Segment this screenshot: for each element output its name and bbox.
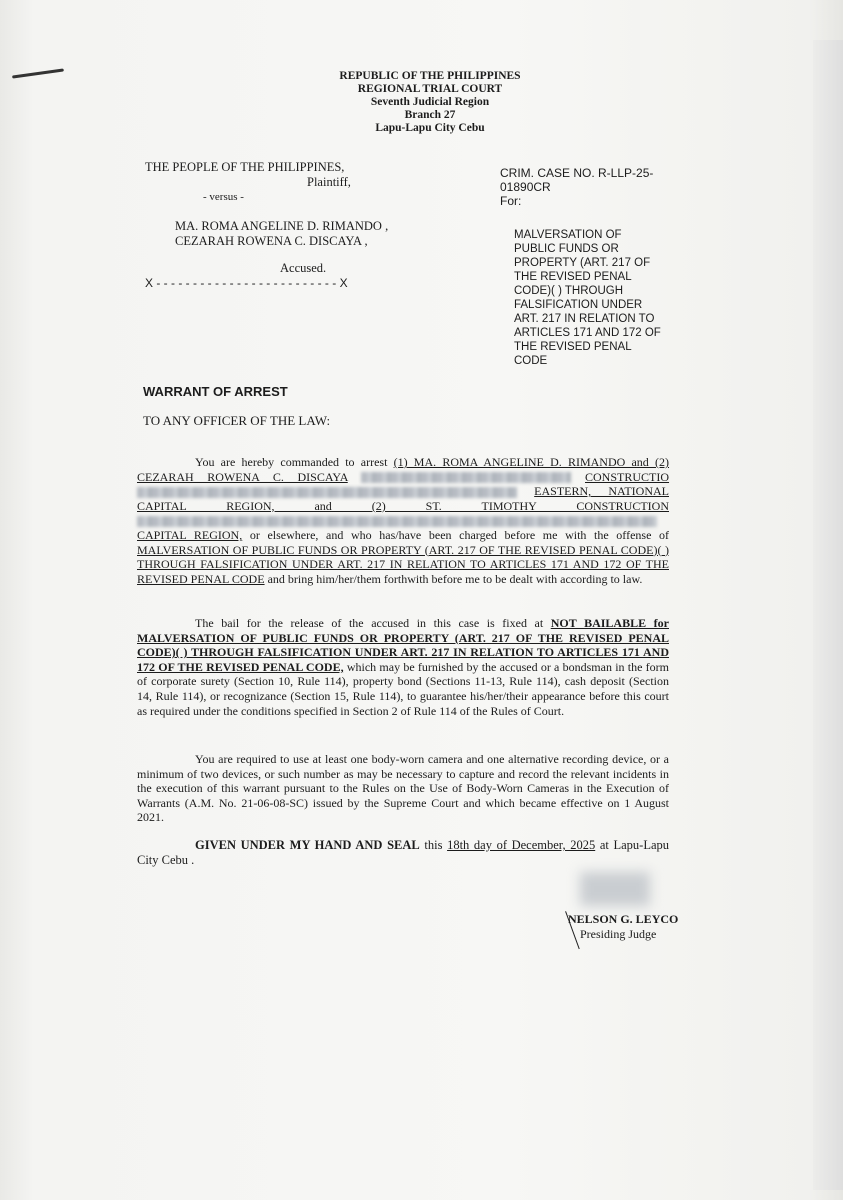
address-end: CAPITAL REGION,	[137, 527, 243, 542]
court-header	[230, 70, 630, 135]
case-caption	[145, 160, 465, 291]
offense-line: ARTICLES 171 AND 172 OF	[514, 327, 661, 339]
caption-separator: X - - - - - - - - - - - - - - - - - - - - - - - - - X	[145, 276, 348, 290]
paragraph-given	[137, 838, 669, 867]
warrant-title: WARRANT OF ARREST	[143, 384, 288, 399]
offense-line: ART. 217 IN RELATION TO	[514, 313, 655, 325]
para1-lead: You are hereby commanded to arrest	[195, 455, 388, 469]
versus: - versus -	[203, 191, 244, 203]
offense-block	[514, 228, 674, 368]
case-number-block	[500, 166, 670, 208]
header-line: Lapu-Lapu City Cebu	[375, 122, 485, 134]
bail-text: NOT BAILABLE for MALVERSATION OF PUBLIC FUNDS OR PROPERTY (ART. 217 OF THE REVISED PENAL CODE)( ) THROUGH FALSIFICATION UNDER ART. 217 IN RELATION TO ARTICLES 171 AND 172 OF THE REVISED PENAL CODE,	[137, 616, 669, 674]
offense-line: CODE)( ) THROUGH	[514, 285, 624, 297]
redacted-address	[361, 472, 571, 483]
accused-1: MA. ROMA ANGELINE D. RIMANDO ,	[175, 219, 389, 233]
plaintiff-role: Plaintiff,	[307, 175, 351, 189]
paragraph-arrest-command	[137, 455, 669, 586]
para2-rest: which may be furnished by the accused or a bondsman in the form of corporate surety (Section 10, Rule 114), property bond (Sections 11-13, Rule 114), cash deposit (Section 14, Rule 114), or recognizance (Section 15, Rule 114), to guarantee his/her/their appearance before this court as required under the conditions specified in Section 2 of Rule 114 of the Rules of Court.	[137, 659, 670, 718]
redacted-address	[137, 487, 517, 498]
offense-line: THE REVISED PENAL	[514, 271, 632, 283]
plaintiff-name: THE PEOPLE OF THE PHILIPPINES,	[145, 160, 345, 174]
paragraph-bail	[137, 616, 669, 718]
accused-names: (1) MA. ROMA ANGELINE D. RIMANDO and (2) CEZARAH ROWENA C. DISCAYA	[137, 455, 670, 484]
given-lead: GIVEN UNDER MY HAND AND SEAL	[195, 838, 420, 852]
para3-text: You are required to use at least one body-worn camera and one alternative recording device, or a minimum of two devices, or such number as may be necessary to capture and record the relevant incidents in the execution of this warrant pursuant to the Rules on the Use of Body-Worn Cameras in the Execution of Warrants (A.M. No. 21-06-08-SC) issued by the Supreme Court and which became effective on 1 August 2021.	[137, 752, 669, 825]
offense-line: THE REVISED PENAL	[514, 341, 632, 353]
offense-line: FALSIFICATION UNDER	[514, 299, 643, 311]
redacted-address	[137, 516, 657, 527]
offense-line: PROPERTY (ART. 217 OF	[514, 257, 651, 269]
signature-block	[568, 912, 698, 942]
header-line: Seventh Judicial Region	[370, 96, 490, 108]
salutation: TO ANY OFFICER OF THE LAW:	[143, 413, 331, 428]
accused-role: Accused.	[280, 261, 327, 275]
charged-text: or elsewhere, and who has/have been charged before me with the offense of	[249, 527, 670, 542]
redacted-signature	[580, 872, 650, 906]
para1-closing: and bring him/her/them forthwith before me to be dealt with according to law.	[267, 571, 643, 586]
para2-lead: The bail for the release of the accused in this case is fixed at	[195, 616, 544, 630]
given-date: 18th day of December, 2025	[447, 838, 596, 852]
scanned-edge	[813, 40, 843, 1190]
offense-text: MALVERSATION OF PUBLIC FUNDS OR PROPERTY (ART. 217 OF THE REVISED PENAL CODE)( ) THROUGH FALSIFICATION UNDER ART. 217 IN RELATION TO ARTICLES 171 AND 172 OF THE REVISED PENAL CODE	[137, 542, 669, 586]
for-label: For:	[500, 194, 522, 208]
case-number: CRIM. CASE NO. R-LLP-25-	[500, 166, 654, 180]
address-start: CONSTRUCTIO	[585, 469, 670, 484]
header-line: Branch 27	[404, 109, 456, 121]
offense-line: CODE	[514, 355, 548, 367]
header-line: REPUBLIC OF THE PHILIPPINES	[339, 70, 521, 82]
given-place: at Lapu-Lapu City Cebu .	[137, 838, 670, 867]
judge-title: Presiding Judge	[580, 927, 657, 941]
accused-2: CEZARAH ROWENA C. DISCAYA ,	[175, 234, 368, 248]
offense-line: PUBLIC FUNDS OR	[514, 243, 619, 255]
judge-name: NELSON G. LEYCO	[568, 912, 679, 926]
paragraph-body-camera	[137, 752, 669, 825]
offense-line: MALVERSATION OF	[514, 229, 622, 241]
header-line: REGIONAL TRIAL COURT	[357, 83, 503, 95]
given-this: this	[424, 838, 443, 852]
case-number-cont: 01890CR	[500, 180, 551, 194]
address-region: EASTERN, NATIONAL CAPITAL REGION, and (2) ST. TIMOTHY CONSTRUCTION	[137, 484, 669, 513]
